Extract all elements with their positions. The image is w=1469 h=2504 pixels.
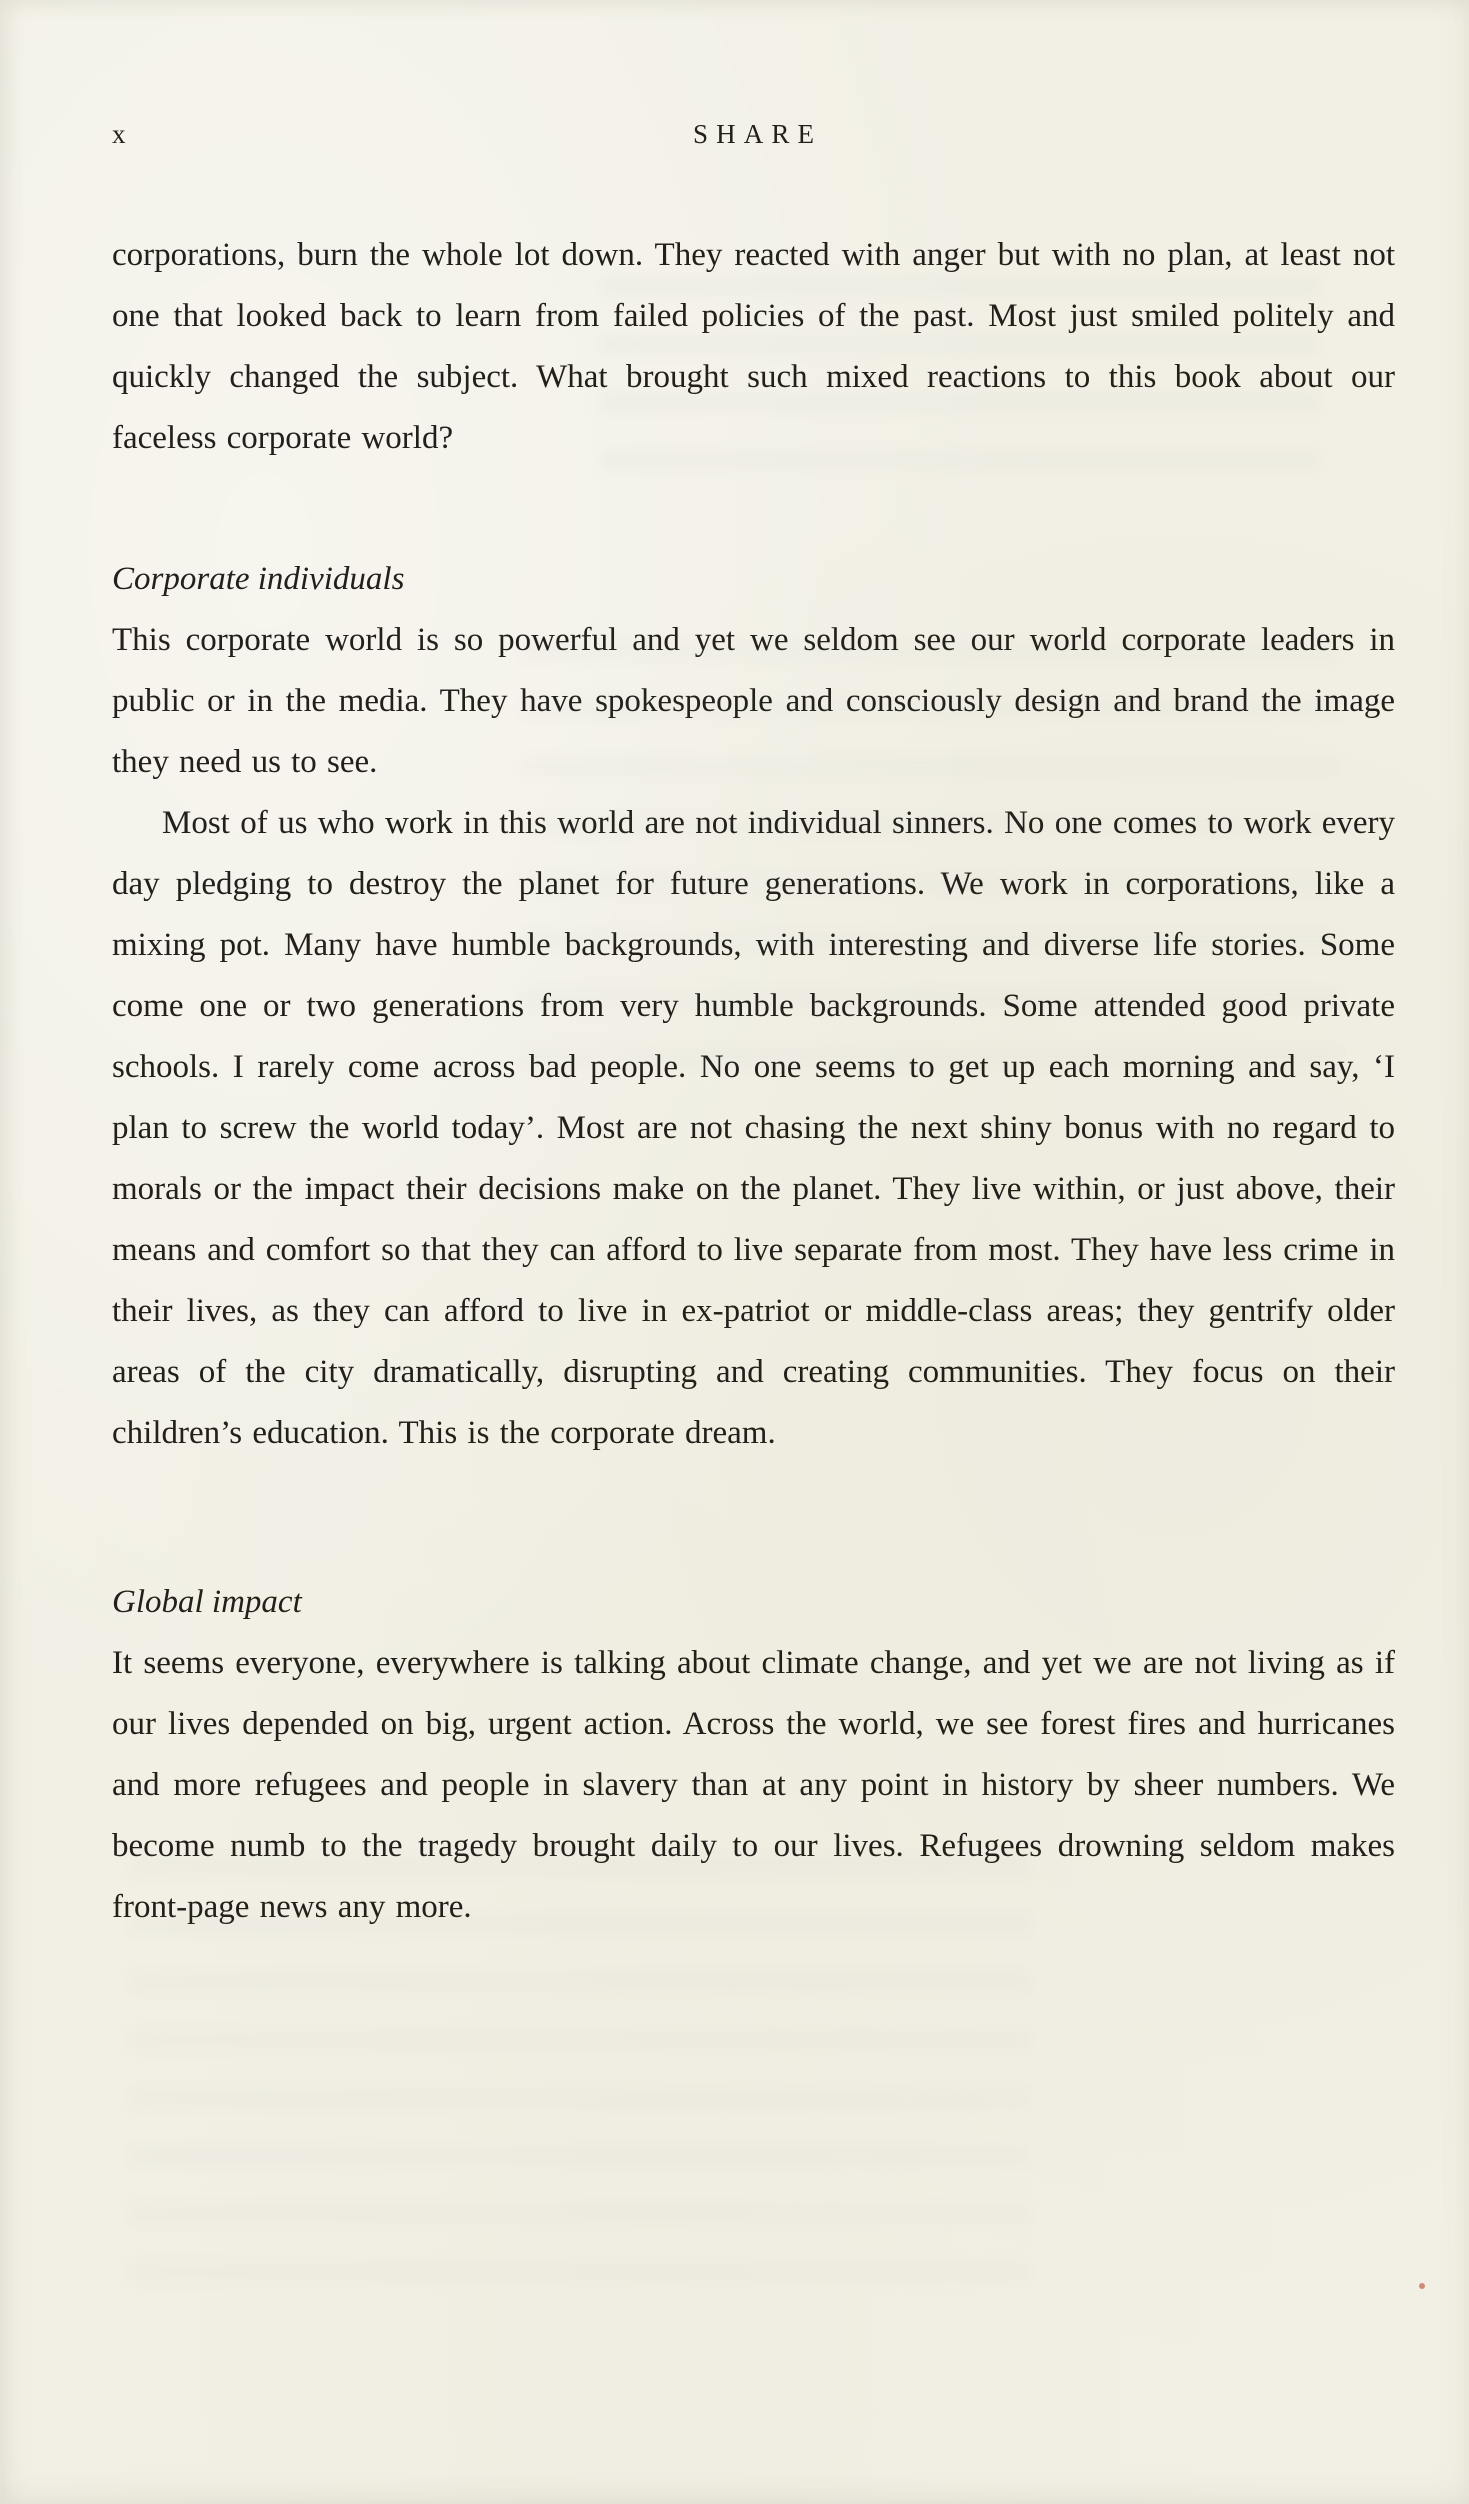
page-header <box>0 0 1469 153</box>
section-heading-global-impact: Global impact <box>112 1584 302 1620</box>
paragraph: It seems everyone, everywhere is talking about climate change, and yet we are not living as if our lives depended on big, urgent action. Across the world, we see forest fires and hurricanes and more refugees and people in slavery than at any point in history by sheer numbers. We become numb to the tragedy brought daily to our lives. Refugees drowning seldom makes front-page news any more. <box>112 1645 1395 1925</box>
page-number: x <box>112 119 126 149</box>
opening-paragraph: corporations, burn the whole lot down. They reacted with anger but with no plan, at least not one that looked back to learn from failed policies of the past. Most just smiled politely and quickly changed the subject. What brought such mixed reactions to this book about our faceless corporate world? <box>112 237 1395 456</box>
body-text <box>0 225 1469 1938</box>
section-heading-corporate-individuals: Corporate individuals <box>112 561 405 597</box>
scan-speck <box>1419 2283 1425 2289</box>
paragraph: This corporate world is so powerful and yet we seldom see our world corporate leaders in public or in the media. They have spokespeople and consciously design and brand the image they need us to see. <box>112 622 1395 780</box>
running-head: SHARE <box>693 119 823 149</box>
paragraph: Most of us who work in this world are not individual sinners. No one comes to work every day pledging to destroy the planet for future generations. We work in corporations, like a mixing pot. Many have humble backgrounds, with interesting and diverse life stories. Some come one or two generations from very humble backgrounds. Some attended good private schools. I rarely come across bad people. No one seems to get up each morning and say, ‘I plan to screw the world today’. Most are not chasing the next shiny bonus with no regard to morals or the impact their decisions make on the planet. They live within, or just above, their means and comfort so that they can afford to live separate from most. They have less crime in their lives, as they can afford to live in ex-patriot or middle-class areas; they gentrify older areas of the city dramatically, disrupting and creating communities. They focus on their children’s education. This is the corporate dream. <box>112 805 1395 1451</box>
